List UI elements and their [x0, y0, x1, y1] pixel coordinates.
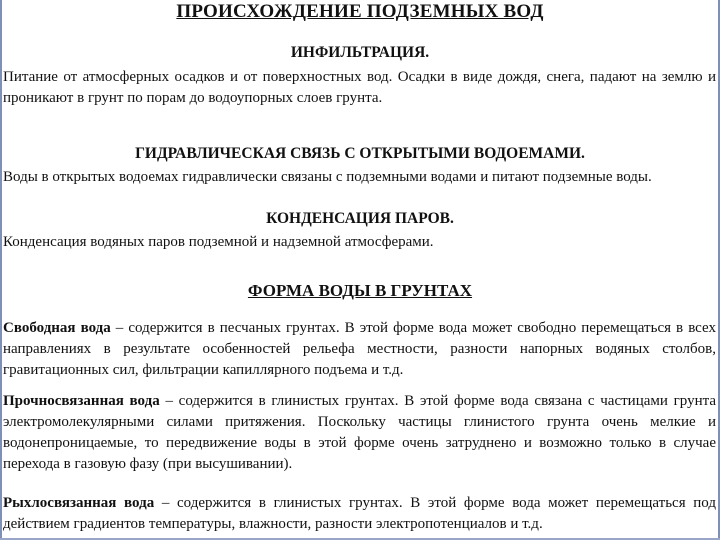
desc-loosely-bound-water: – содержится в глинистых грунтах. В этой форме вода может перемещаться под действием градиентов температуры, влажности, разности электропотенциалов и т.д.: [3, 495, 716, 532]
heading-condensation: КОНДЕНСАЦИЯ ПАРОВ.: [266, 210, 454, 227]
heading-hydraulic: ГИДРАВЛИЧЕСКАЯ СВЯЗЬ С ОТКРЫТЫМИ ВОДОЕМАМИ.: [135, 145, 585, 162]
text-infiltration: Питание от атмосферных осадков и от поверхностных вод. Осадки в виде дождя, снега, падают на землю и проникают в грунт по порам до водоупорных слоев грунта.: [3, 69, 716, 106]
text-hydraulic: Воды в открытых водоемах гидравлически связаны с подземными водами и питают подземные воды.: [3, 169, 652, 185]
desc-free-water: – содержится в песчаных грунтах. В этой форме вода может свободно перемещаться в всех направлениях в результате особенностей рельефа местности, разности напорных водяных столбов, гравитационных сил, фильтрации капиллярного подъема и т.д.: [3, 320, 716, 378]
left-border: [0, 0, 2, 540]
term-strongly-bound-water: Прочносвязанная вода: [3, 393, 160, 409]
page-title: ПРОИСХОЖДЕНИЕ ПОДЗЕМНЫХ ВОД: [176, 1, 544, 22]
form-free-water: [3, 318, 716, 381]
heading-water-forms: ФОРМА ВОДЫ В ГРУНТАХ: [247, 281, 473, 300]
term-free-water: Свободная вода: [3, 320, 111, 336]
form-strongly-bound-water: [3, 391, 716, 475]
text-condensation: Конденсация водяных паров подземной и надземной атмосферами.: [3, 234, 434, 250]
heading-infiltration: ИНФИЛЬТРАЦИЯ.: [290, 44, 430, 61]
term-loosely-bound-water: Рыхлосвязанная вода: [3, 495, 155, 511]
form-loosely-bound-water: [3, 493, 716, 535]
desc-strongly-bound-water: – содержится в глинистых грунтах. В этой форме вода связана с частицами грунта электромолекулярными силами притяжения. Поскольку частицы глинистого грунта очень мелкие и водонепроницаемые, то передвижение воды в этой форме очень затруднено и возможно только в случае перехода в газовую фазу (при высушивании).: [3, 393, 716, 472]
